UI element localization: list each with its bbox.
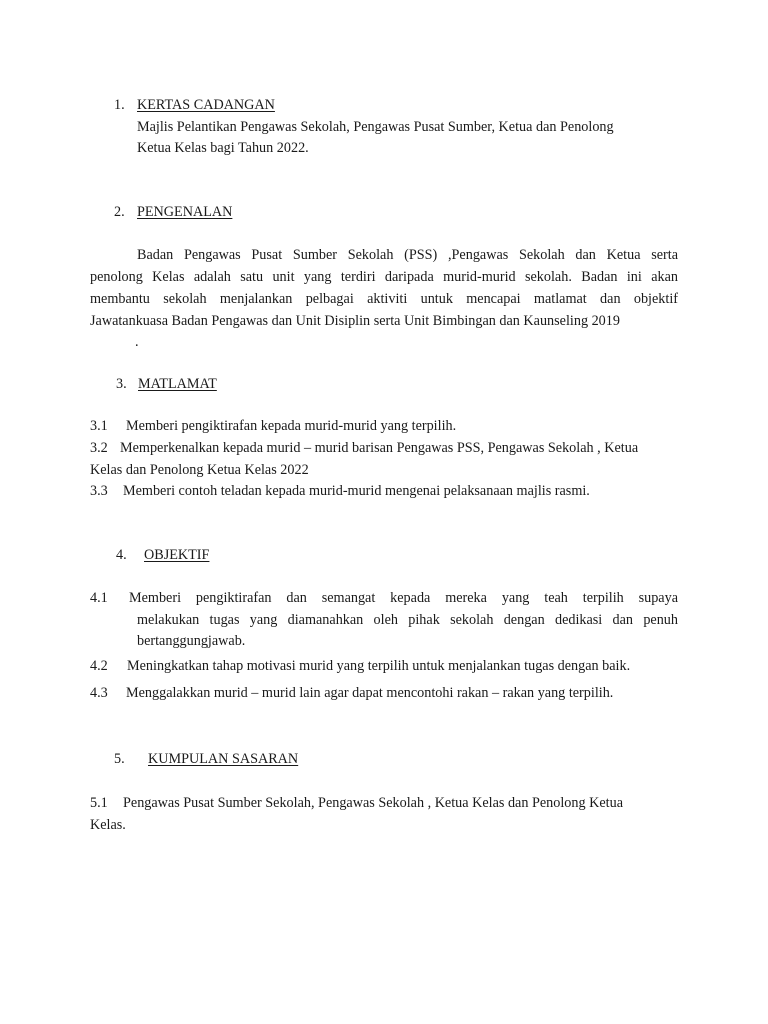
section-2-number: 2. bbox=[114, 204, 125, 220]
list-item-number: 4.3 bbox=[90, 685, 108, 701]
list-item-text: Kelas dan Penolong Ketua Kelas 2022 bbox=[90, 462, 309, 478]
list-item-text: Pengawas Pusat Sumber Sekolah, Pengawas Sekolah , Ketua Kelas dan Penolong Ketua bbox=[123, 795, 624, 811]
section-3-number: 3. bbox=[116, 376, 127, 392]
section-5-number: 5. bbox=[114, 751, 125, 767]
section-3-heading: MATLAMAT bbox=[138, 376, 217, 392]
list-item-text: Meningkatkan tahap motivasi murid yang terpilih untuk menjalankan tugas dengan baik. bbox=[127, 658, 631, 674]
list-item-number: 4.1 bbox=[90, 590, 108, 606]
list-item-text: Kelas. bbox=[90, 817, 126, 833]
list-item-number: 3.1 bbox=[90, 418, 108, 434]
section-4-heading: OBJEKTIF bbox=[144, 547, 210, 563]
section-4-number: 4. bbox=[116, 547, 127, 563]
section-5-heading: KUMPULAN SASARAN bbox=[148, 751, 299, 767]
list-item-text: Memberi contoh teladan kepada murid-murid mengenai pelaksanaan majlis rasmi. bbox=[123, 483, 590, 499]
list-item-number: 4.2 bbox=[90, 658, 108, 674]
list-item-text: Memberi pengiktirafan dan semangat kepada mereka yang teah terpilih supaya bbox=[129, 590, 678, 606]
list-item-number: 3.2 bbox=[90, 440, 108, 456]
section-1-heading: KERTAS CADANGAN bbox=[137, 97, 275, 113]
list-item-text: Menggalakkan murid – murid lain agar dapat mencontohi rakan – rakan yang terpilih. bbox=[126, 685, 614, 701]
section-2-paragraph-line: Jawatankuasa Badan Pengawas dan Unit Disiplin serta Unit Bimbingan dan Kaunseling 2019 bbox=[90, 313, 620, 329]
section-1-line: Majlis Pelantikan Pengawas Sekolah, Pengawas Pusat Sumber, Ketua dan Penolong bbox=[137, 119, 614, 135]
list-item-number: 3.3 bbox=[90, 483, 108, 499]
section-1-line: Ketua Kelas bagi Tahun 2022. bbox=[137, 140, 309, 156]
section-2-paragraph-line: Badan Pengawas Pusat Sumber Sekolah (PSS) ,Pengawas Sekolah dan Ketua serta bbox=[137, 247, 678, 263]
section-2-paragraph-line: penolong Kelas adalah satu unit yang terdiri daripada murid-murid sekolah. Badan ini akan bbox=[90, 269, 678, 285]
list-item-text: Memberi pengiktirafan kepada murid-murid yang terpilih. bbox=[126, 418, 457, 434]
section-2-heading: PENGENALAN bbox=[137, 204, 233, 220]
section-2-paragraph-line: membantu sekolah menjalankan pelbagai aktiviti untuk mencapai matlamat dan objektif bbox=[90, 291, 678, 307]
section-2-paragraph-line: . bbox=[135, 334, 139, 350]
list-item-text: melakukan tugas yang diamanahkan oleh pihak sekolah dengan dedikasi dan penuh bbox=[137, 612, 678, 628]
list-item-text: bertanggungjawab. bbox=[137, 633, 246, 649]
list-item-text: Memperkenalkan kepada murid – murid barisan Pengawas PSS, Pengawas Sekolah , Ketua bbox=[120, 440, 639, 456]
section-1-number: 1. bbox=[114, 97, 125, 113]
list-item-number: 5.1 bbox=[90, 795, 108, 811]
